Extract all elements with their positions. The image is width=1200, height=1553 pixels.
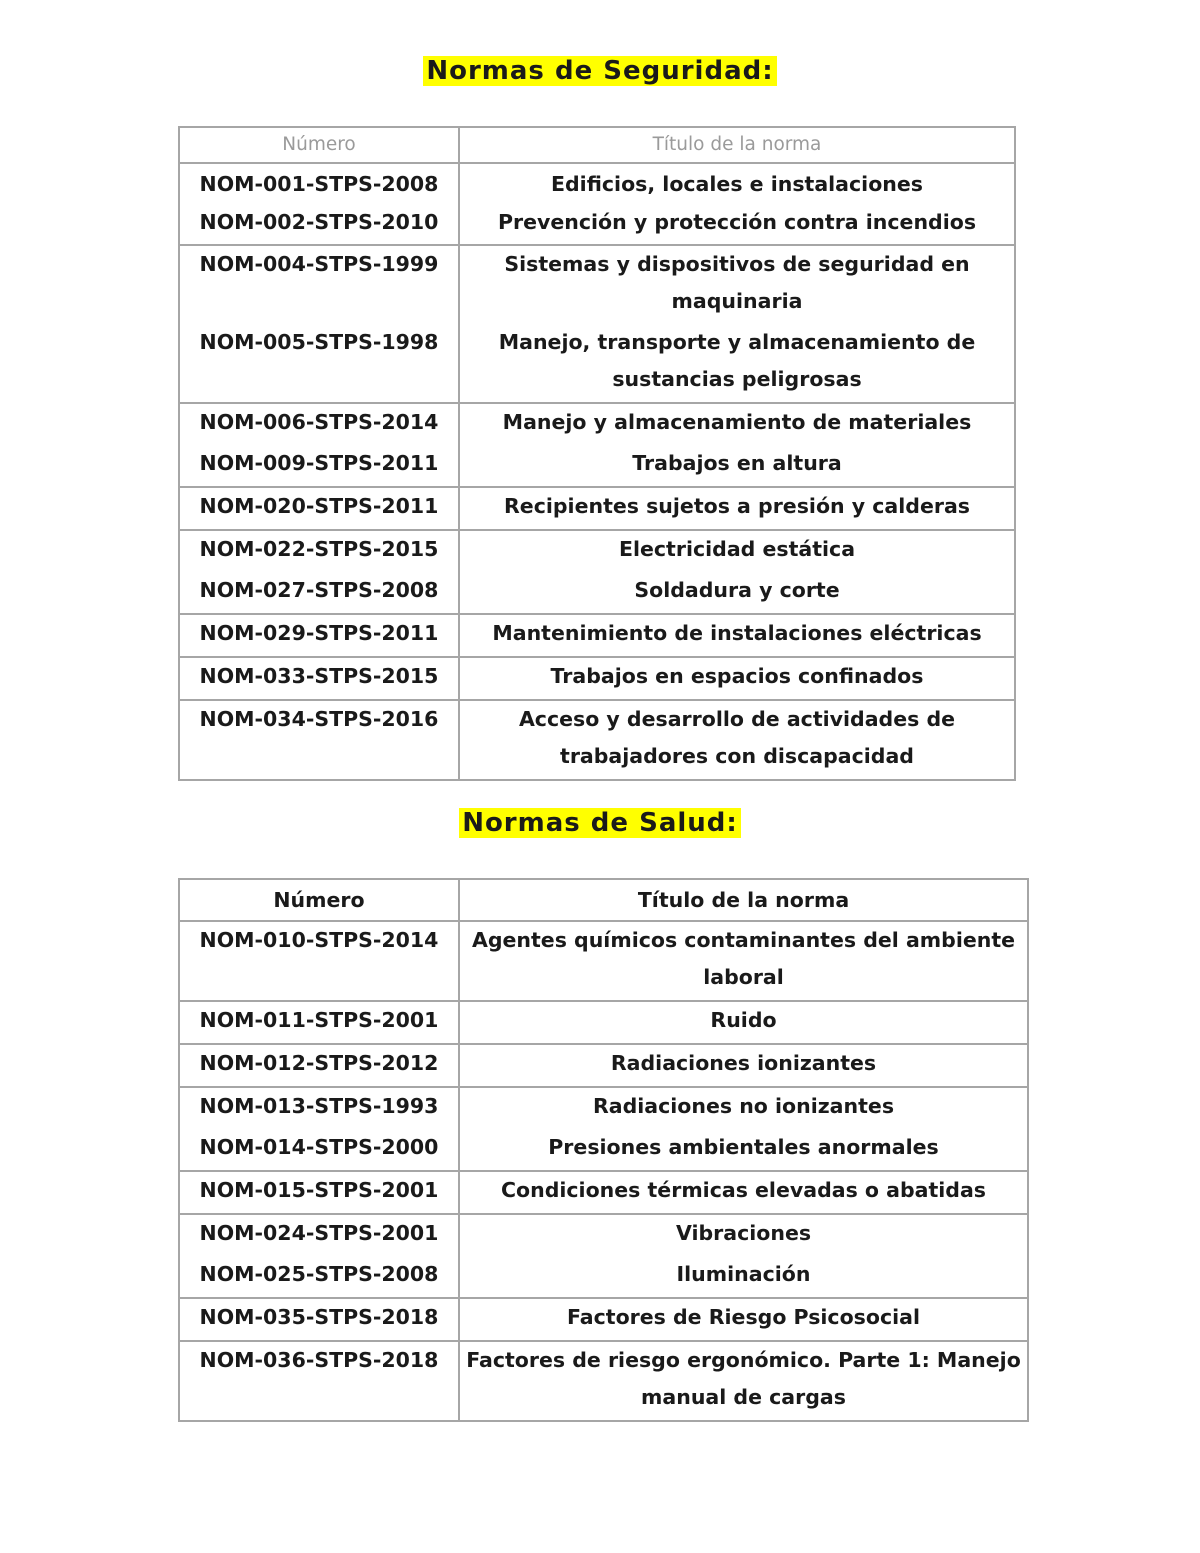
norma-titulo: Vibraciones: [459, 1214, 1028, 1256]
norma-numero: NOM-005-STPS-1998: [179, 324, 459, 403]
salud-table: [178, 878, 1029, 1422]
norma-titulo: Presiones ambientales anormales: [548, 1135, 939, 1159]
table-row: [179, 1214, 1028, 1256]
norma-numero: NOM-010-STPS-2014: [179, 921, 459, 1001]
norma-titulo: Acceso y desarrollo de actividades de trabajadores con discapacidad: [459, 700, 1015, 780]
seguridad-heading: Normas de Seguridad:: [0, 56, 1200, 86]
norma-titulo: Trabajos en altura: [632, 451, 842, 475]
norma-numero: NOM-035-STPS-2018: [179, 1298, 459, 1341]
norma-numero: NOM-011-STPS-2001: [179, 1001, 459, 1044]
column-header-titulo: Título de la norma: [652, 134, 822, 155]
table-row: [179, 1256, 1028, 1298]
table-row: [179, 1171, 1028, 1214]
norma-numero: NOM-004-STPS-1999: [179, 245, 459, 324]
table-row: [179, 1341, 1028, 1421]
table-row: [179, 1044, 1028, 1087]
column-header-numero: Número: [179, 127, 459, 163]
norma-numero: NOM-027-STPS-2008: [179, 572, 459, 614]
norma-titulo: Ruido: [459, 1001, 1028, 1044]
norma-numero: NOM-015-STPS-2001: [179, 1171, 459, 1214]
norma-titulo: Agentes químicos contaminantes del ambiente laboral: [459, 921, 1028, 1001]
norma-titulo: Trabajos en espacios confinados: [459, 657, 1015, 700]
norma-numero: NOM-034-STPS-2016: [179, 700, 459, 780]
norma-numero: NOM-001-STPS-2008: [179, 163, 459, 204]
norma-titulo: Radiaciones no ionizantes: [459, 1087, 1028, 1129]
norma-titulo: Electricidad estática: [459, 530, 1015, 572]
table-row: [179, 1087, 1028, 1129]
table-row: [179, 163, 1015, 204]
norma-numero: NOM-014-STPS-2000: [179, 1129, 459, 1171]
column-header-numero: Número: [179, 879, 459, 921]
norma-numero: NOM-009-STPS-2011: [179, 445, 459, 487]
table-row: [179, 403, 1015, 445]
norma-titulo: Recipientes sujetos a presión y calderas: [459, 487, 1015, 530]
norma-titulo: Manejo, transporte y almacenamiento de sustancias peligrosas: [498, 330, 976, 391]
table-row: [179, 572, 1015, 614]
table-row: [179, 921, 1028, 1001]
norma-titulo: Manejo y almacenamiento de materiales: [459, 403, 1015, 445]
norma-titulo: Factores de Riesgo Psicosocial: [459, 1298, 1028, 1341]
table-row: [179, 487, 1015, 530]
norma-numero: NOM-033-STPS-2015: [179, 657, 459, 700]
table-row: [179, 530, 1015, 572]
norma-titulo: Radiaciones ionizantes: [459, 1044, 1028, 1087]
table-header-row: [179, 879, 1028, 921]
norma-numero: NOM-020-STPS-2011: [179, 487, 459, 530]
norma-titulo: Sistemas y dispositivos de seguridad en maquinaria: [459, 245, 1015, 324]
norma-titulo: Iluminación: [676, 1262, 811, 1286]
table-row: [179, 324, 1015, 403]
norma-numero: NOM-006-STPS-2014: [179, 403, 459, 445]
norma-numero: NOM-012-STPS-2012: [179, 1044, 459, 1087]
table-row: [179, 700, 1015, 780]
column-header-titulo: Título de la norma: [637, 888, 850, 912]
norma-titulo: Condiciones térmicas elevadas o abatidas: [459, 1171, 1028, 1214]
table-row: [179, 445, 1015, 487]
table-header-row: [179, 127, 1015, 163]
norma-titulo: Prevención y protección contra incendios: [497, 210, 977, 234]
table-row: [179, 614, 1015, 657]
table-row: [179, 204, 1015, 245]
salud-heading: Normas de Salud:: [0, 808, 1200, 838]
seguridad-table: [178, 126, 1016, 781]
norma-numero: NOM-025-STPS-2008: [179, 1256, 459, 1298]
norma-numero: NOM-002-STPS-2010: [179, 204, 459, 245]
table-row: [179, 1298, 1028, 1341]
norma-numero: NOM-013-STPS-1993: [179, 1087, 459, 1129]
norma-numero: NOM-022-STPS-2015: [179, 530, 459, 572]
norma-numero: NOM-036-STPS-2018: [179, 1341, 459, 1421]
norma-titulo: Soldadura y corte: [634, 578, 840, 602]
norma-numero: NOM-029-STPS-2011: [179, 614, 459, 657]
table-row: [179, 1001, 1028, 1044]
norma-titulo: Edificios, locales e instalaciones: [459, 163, 1015, 204]
table-row: [179, 245, 1015, 324]
norma-numero: NOM-024-STPS-2001: [179, 1214, 459, 1256]
table-row: [179, 657, 1015, 700]
norma-titulo: Factores de riesgo ergonómico. Parte 1: Manejo manual de cargas: [459, 1341, 1028, 1421]
table-row: [179, 1129, 1028, 1171]
norma-titulo: Mantenimiento de instalaciones eléctricas: [459, 614, 1015, 657]
